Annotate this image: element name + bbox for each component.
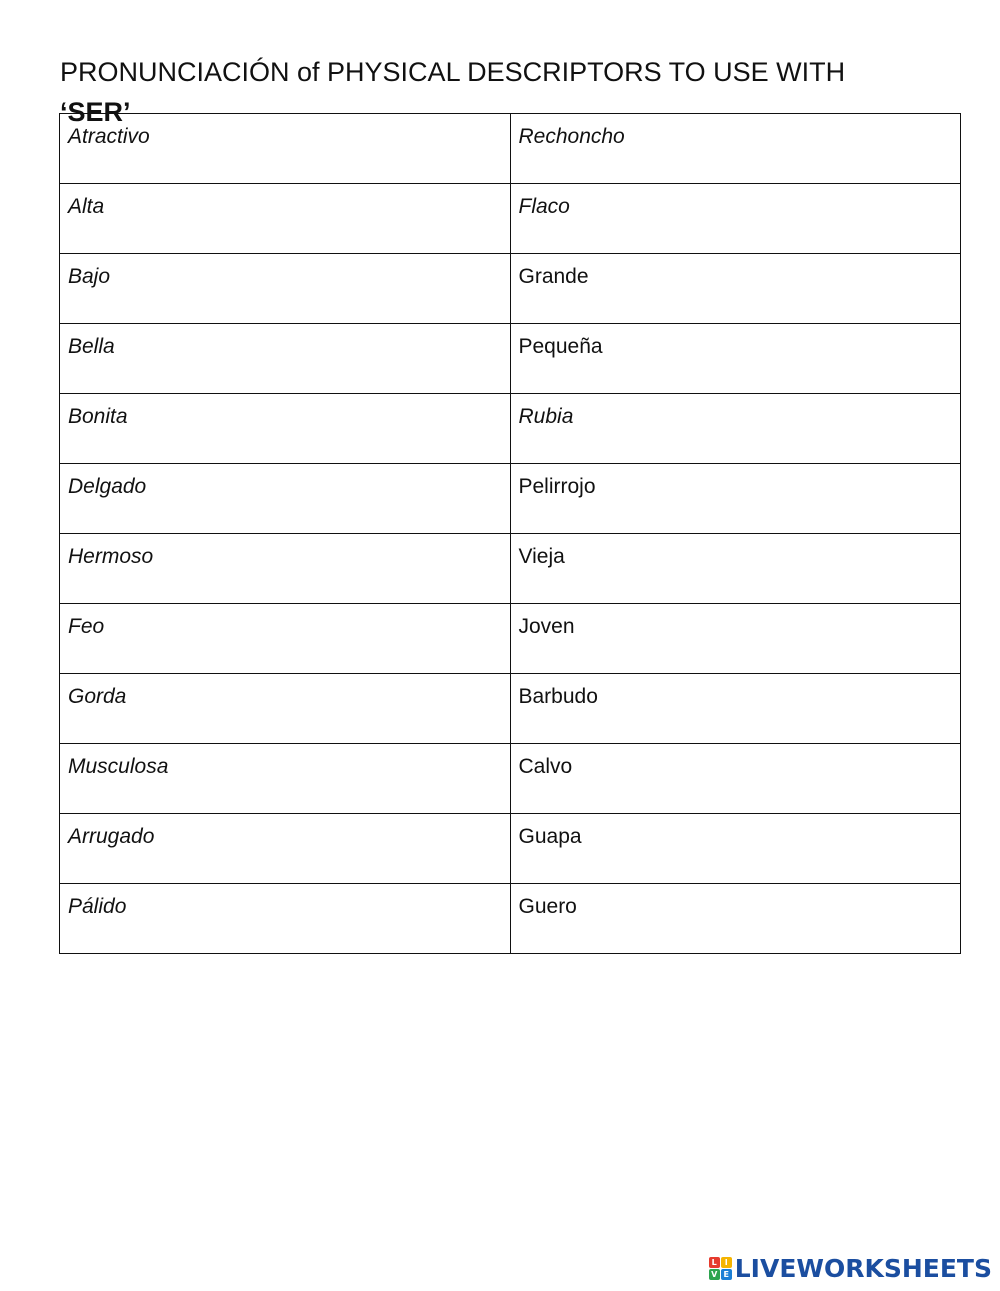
table-row (60, 744, 961, 814)
table-row (60, 464, 961, 534)
descriptor-cell-left: Alta (60, 184, 511, 254)
descriptor-cell-left: Delgado (60, 464, 511, 534)
descriptor-cell-right: Pequeña (510, 324, 961, 394)
descriptor-cell-right: Joven (510, 604, 961, 674)
descriptor-cell-right: Calvo (510, 744, 961, 814)
descriptor-cell-left: Arrugado (60, 814, 511, 884)
descriptor-cell-right: Barbudo (510, 674, 961, 744)
table-row (60, 394, 961, 464)
descriptor-cell-right: Guero (510, 884, 961, 954)
table-row (60, 184, 961, 254)
table-row (60, 254, 961, 324)
descriptor-cell-left: Pálido (60, 884, 511, 954)
live-badge-icon (709, 1257, 732, 1280)
descriptors-table (59, 113, 961, 954)
descriptor-cell-right: Rechoncho (510, 114, 961, 184)
descriptor-cell-right: Pelirrojo (510, 464, 961, 534)
badge-letter: I (721, 1257, 732, 1268)
descriptor-cell-left: Gorda (60, 674, 511, 744)
descriptor-cell-right: Vieja (510, 534, 961, 604)
descriptor-cell-right: Grande (510, 254, 961, 324)
descriptor-cell-left: Bajo (60, 254, 511, 324)
table-row (60, 884, 961, 954)
descriptor-cell-left: Bella (60, 324, 511, 394)
descriptor-cell-left: Musculosa (60, 744, 511, 814)
badge-letter: E (721, 1269, 732, 1280)
liveworksheets-logo (709, 1254, 992, 1283)
descriptor-cell-right: Rubia (510, 394, 961, 464)
badge-letter: V (709, 1269, 720, 1280)
title-line-1: PRONUNCIACIÓN of PHYSICAL DESCRIPTORS TO USE WITH (60, 57, 846, 88)
descriptor-cell-left: Feo (60, 604, 511, 674)
logo-text: LIVEWORKSHEETS (734, 1254, 992, 1283)
table-row (60, 674, 961, 744)
descriptor-cell-right: Guapa (510, 814, 961, 884)
descriptor-cell-left: Atractivo (60, 114, 511, 184)
table-row (60, 324, 961, 394)
table-row (60, 814, 961, 884)
descriptor-cell-left: Bonita (60, 394, 511, 464)
table-row (60, 534, 961, 604)
table-row (60, 604, 961, 674)
title-line-2: ‘SER’ (60, 97, 131, 128)
badge-letter: L (709, 1257, 720, 1268)
descriptor-cell-left: Hermoso (60, 534, 511, 604)
descriptor-cell-right: Flaco (510, 184, 961, 254)
table-row (60, 114, 961, 184)
